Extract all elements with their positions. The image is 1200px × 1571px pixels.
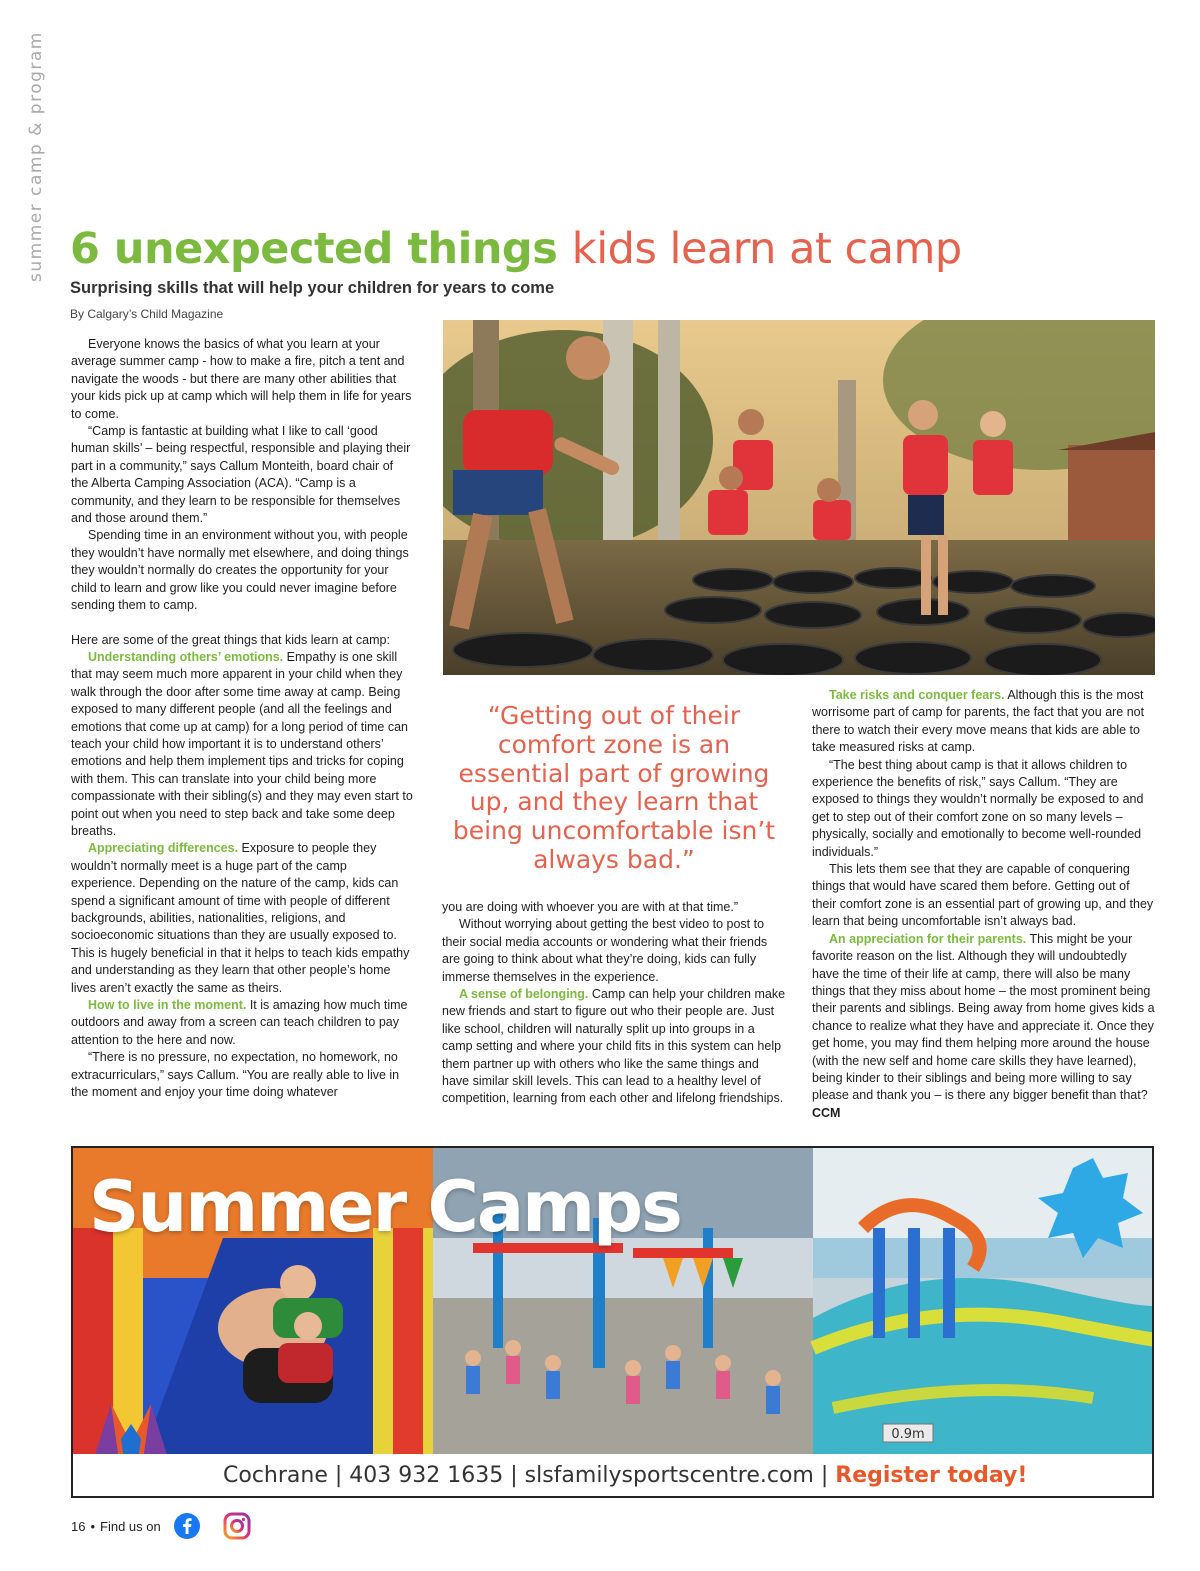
article-column-2 xyxy=(442,899,787,1108)
ad-contact[interactable] xyxy=(223,1463,1027,1488)
paragraph: “There is no pressure, no expectation, no homework, no extracurriculars,” says Callum. “You are really able to live in the moment and enjoy your time doing whatever xyxy=(71,1050,400,1100)
subheading: An appreciation for their parents. xyxy=(829,931,1027,946)
paragraph xyxy=(442,986,787,1108)
article-column-1 xyxy=(71,336,413,1101)
paragraph xyxy=(71,997,413,1049)
paragraph: This lets them see that they are capable of conquering things that would have scared them before. Getting out of their comfort zone is an essential part of growing up, and they learn that being uncomfortable isn’t always bad. xyxy=(812,862,1154,929)
subheading: Appreciating differences. xyxy=(88,841,239,856)
paragraph-text: This might be your favorite reason on the list. Although they will undoubtedly have the time of their life at camp, there will also be many things that they miss about home – the most prominent being their parents and siblings. Being away from home gives kids a chance to realize what they have and appreciate it. Once they get home, you may find them helping more around the house (with the new self and home care skills they have learned), being kinder to their siblings and being more willing to say please and thank you – is there any bigger benefit than that? xyxy=(812,931,1155,1103)
article-subtitle: Surprising skills that will help your children for years to come xyxy=(70,279,555,297)
paragraph: Here are some of the great things that kids learn at camp: xyxy=(71,632,390,647)
section-label: summer camp & program xyxy=(26,31,46,282)
page-footer xyxy=(71,1512,251,1540)
paragraph xyxy=(812,931,1155,1122)
paragraph-text: Empathy is one skill that may seem much more apparent in your child when they walk through the door after some time away at camp. Being exposed to many different people (and all the feelings and emotions that come up at camp) for a long period of time can teach your child how important it is to understand others’ emotions and help them implement tips and tricks for coping with them. This can translate into your child being more compassionate with their sibling(s) and they may even start to point out when you need to step back and take some deep breaths. xyxy=(71,649,413,838)
separator: • xyxy=(90,1518,96,1534)
register-link[interactable]: Register today! xyxy=(835,1463,1028,1488)
paragraph xyxy=(71,840,413,997)
paragraph: “The best thing about camp is that it allows children to experience the benefits of risk,” says Callum. “They are exposed to things they wouldn’t normally be exposed to and get to step out of their comfort zone on so many levels – physically, socially and emotionally to become well-rounded individuals.” xyxy=(812,757,1144,859)
paragraph xyxy=(71,649,413,840)
paragraph-text: It is amazing how much time outdoors and away from a screen can teach children to pay attention to the here and now. xyxy=(71,998,408,1047)
paragraph-text: Camp can help your children make new friends and start to figure out who their people are. Just like school, children will naturally split up into groups in a camp setting and where your child fits in this system can help them partner up with others who like the same things and have similar skill levels. This can lead to a healthy level of competition, learning from each other and lifelong friendships. xyxy=(442,987,786,1106)
facebook-icon[interactable] xyxy=(173,1512,201,1540)
ad-title: Summer Camps xyxy=(89,1166,681,1248)
article-column-3 xyxy=(812,687,1155,1122)
subheading: A sense of belonging. xyxy=(459,987,589,1002)
paragraph: Spending time in an environment without you, with people they wouldn’t have normally met elsewhere, and doing things they wouldn’t normally do creates the opportunity for your child to learn and grow like you could never imagine before sending them to camp. xyxy=(71,528,409,613)
camp-photo xyxy=(443,320,1155,675)
pull-quote: “Getting out of their comfort zone is an essential part of growing up, and they learn that being uncomfortable isn’t always bad.” xyxy=(452,701,776,874)
title-part-2: kids learn at camp xyxy=(571,224,962,274)
signature: CCM xyxy=(812,1105,841,1120)
paragraph: Everyone knows the basics of what you learn at your average summer camp - how to make a fire, pitch a tent and navigate the woods - but there are many other abilities that your kids pick up at camp which will help them in life for years to come. xyxy=(71,337,412,421)
depth-sign: 0.9m xyxy=(891,1427,925,1442)
paragraph-text: Although this is the most worrisome part of camp for parents, the fact that you are not there to watch their every move means that kids are able to take measured risks at camp. xyxy=(812,688,1145,755)
summer-camps-ad[interactable] xyxy=(71,1146,1154,1498)
find-us-label: Find us on xyxy=(100,1518,161,1534)
ad-footer xyxy=(73,1454,1152,1498)
paragraph: you are doing with whoever you are with at that time.” xyxy=(442,900,738,914)
article-title xyxy=(70,224,962,274)
contact-info: Cochrane | 403 932 1635 | slsfamilysportscentre.com | xyxy=(223,1463,836,1488)
paragraph: Without worrying about getting the best video to post to their social media accounts or wondering what their friends are going to think about what they’re doing, kids can fully immerse themselves in the experience. xyxy=(442,917,768,984)
subheading: How to live in the moment. xyxy=(88,998,247,1013)
paragraph: “Camp is fantastic at building what I like to call ‘good human skills’ – being respectful, responsible and playing their part in a community,” says Callum Monteith, board chair of the Alberta Camping Association (ACA). “Camp is a community, and they learn to be responsible for themselves and those around them.” xyxy=(71,424,411,526)
byline: By Calgary’s Child Magazine xyxy=(70,307,224,321)
paragraph xyxy=(812,687,1155,757)
title-part-1: 6 unexpected things xyxy=(70,224,558,274)
subheading: Take risks and conquer fears. xyxy=(829,688,1005,702)
subheading: Understanding others’ emotions. xyxy=(88,649,284,664)
paragraph-text: Exposure to people they wouldn’t normally meet is a huge part of the camp experience. Depending on the nature of the camp, kids can spend a significant amount of time with people of different backgrounds, abilities, nationalities, religions, and socioeconomic situations than they are usually exposed to. This is hugely beneficial in that it helps to teach kids empathy and understanding as they learn that other people’s home lives aren’t exactly the same as theirs. xyxy=(71,841,410,995)
instagram-icon[interactable] xyxy=(223,1512,251,1540)
page-number: 16 xyxy=(71,1518,86,1534)
